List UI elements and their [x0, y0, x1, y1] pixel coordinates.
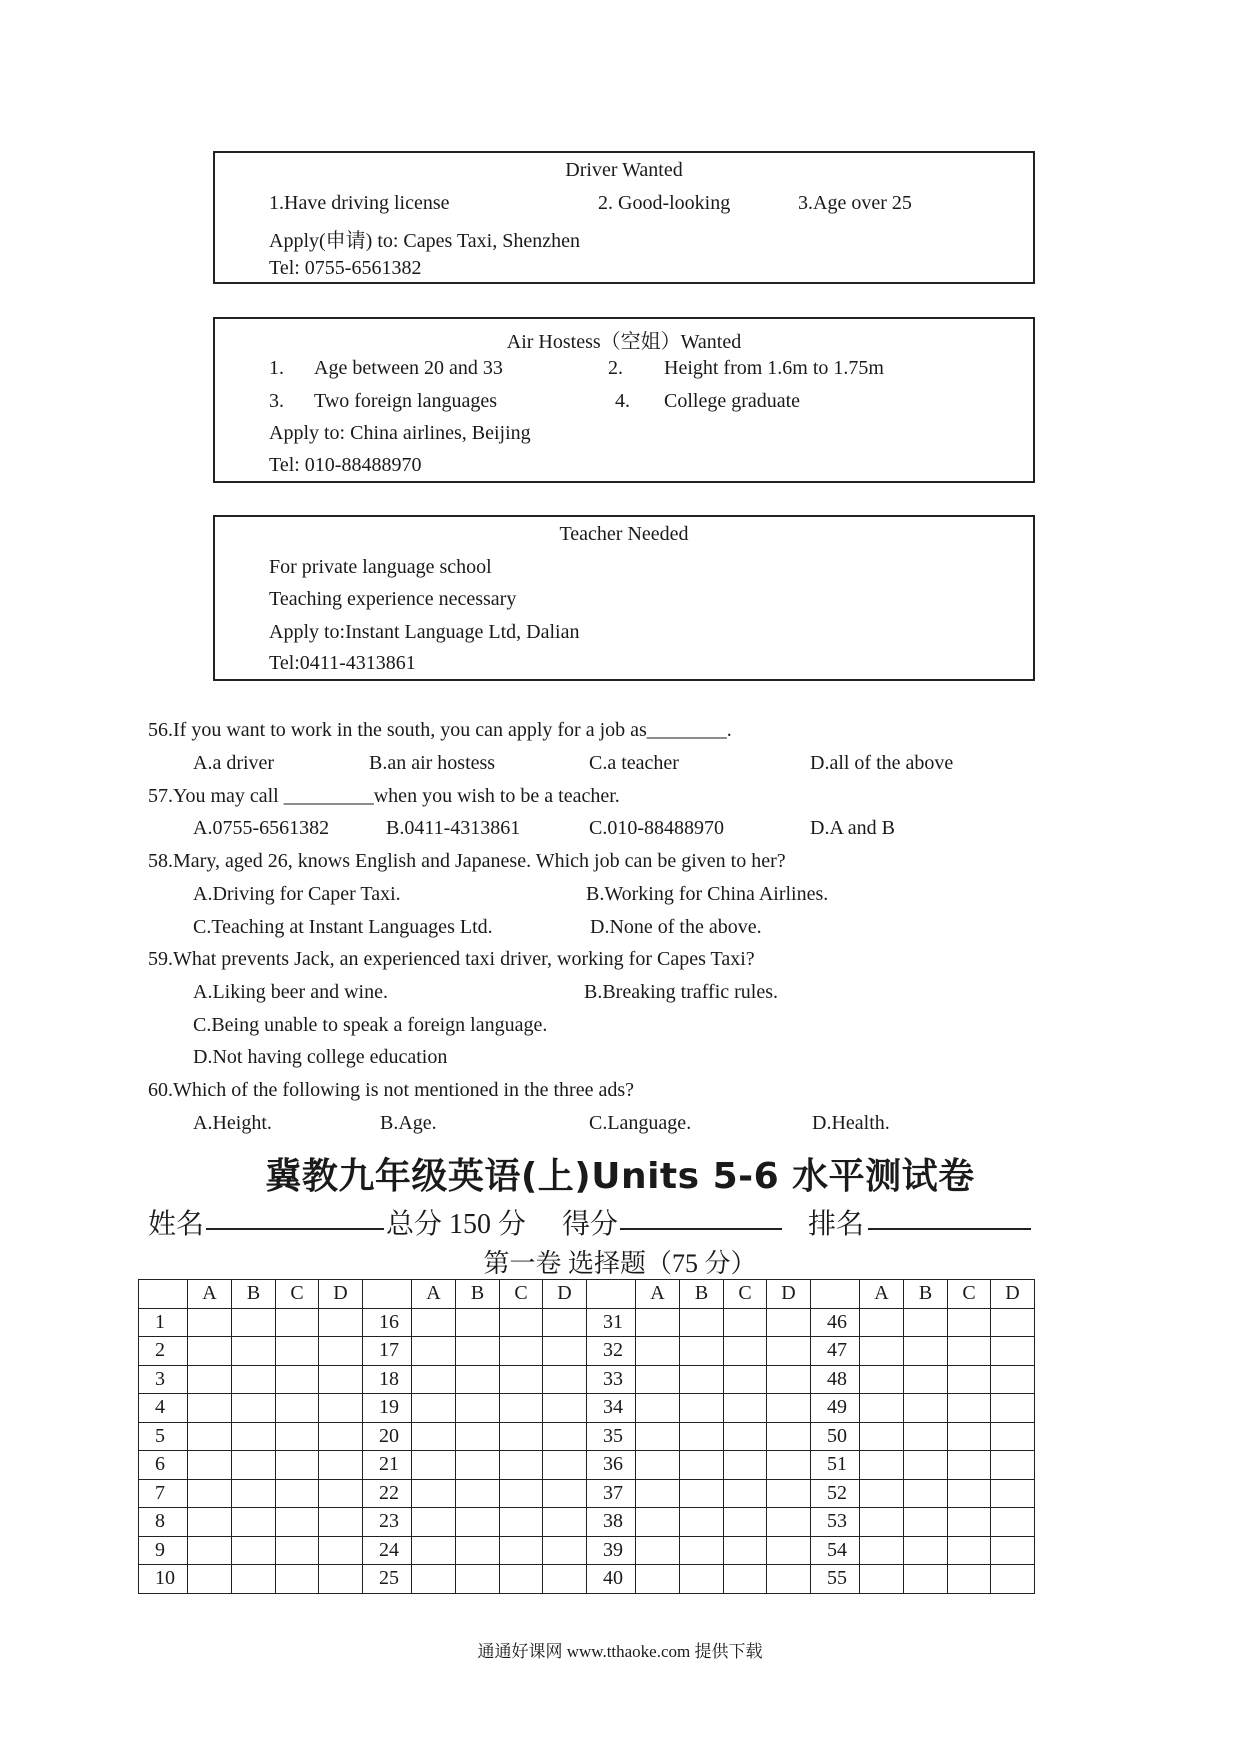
ad-teacher-needed: [213, 515, 1035, 681]
option-56-d: D.all of the above: [810, 752, 954, 774]
option-58-a: A.Driving for Caper Taxi.: [193, 883, 401, 905]
answer-cell[interactable]: [948, 1365, 991, 1394]
answer-cell[interactable]: [456, 1394, 500, 1423]
answer-cell[interactable]: [188, 1565, 232, 1594]
answer-cell[interactable]: [680, 1451, 724, 1480]
option-59-c: C.Being unable to speak a foreign language.: [193, 1014, 548, 1036]
ad-line: Tel: 010-88488970: [269, 454, 422, 476]
header-option-cell: D: [991, 1280, 1035, 1309]
header-option-cell: B: [456, 1280, 500, 1309]
question-number-cell: 24: [363, 1536, 412, 1565]
question-number-cell: 48: [811, 1365, 860, 1394]
answer-cell[interactable]: [543, 1337, 587, 1366]
option-60-b: B.Age.: [380, 1112, 437, 1134]
answer-cell[interactable]: [767, 1394, 811, 1423]
answer-cell[interactable]: [500, 1422, 543, 1451]
ad-air-hostess-wanted: [213, 317, 1035, 483]
answer-cell[interactable]: [412, 1565, 456, 1594]
answer-cell[interactable]: [319, 1508, 363, 1537]
header-option-cell: D: [319, 1280, 363, 1309]
answer-cell[interactable]: [500, 1479, 543, 1508]
answer-cell[interactable]: [860, 1422, 904, 1451]
header-number-cell: [811, 1280, 860, 1309]
answer-cell[interactable]: [860, 1308, 904, 1337]
answer-cell[interactable]: [500, 1337, 543, 1366]
answer-cell[interactable]: [724, 1308, 767, 1337]
ad-line: Tel:0411-4313861: [269, 652, 416, 674]
ad-line: Two foreign languages: [314, 390, 497, 412]
question-number-cell: 5: [139, 1422, 188, 1451]
answer-row: [139, 1565, 1035, 1594]
answer-cell[interactable]: [188, 1508, 232, 1537]
answer-cell[interactable]: [860, 1536, 904, 1565]
answer-cell[interactable]: [543, 1479, 587, 1508]
question-58: 58.Mary, aged 26, knows English and Japanese. Which job can be given to her?: [148, 850, 786, 872]
answer-cell[interactable]: [276, 1365, 319, 1394]
answer-cell[interactable]: [276, 1565, 319, 1594]
question-number-cell: 33: [587, 1365, 636, 1394]
answer-row: [139, 1536, 1035, 1565]
answer-cell[interactable]: [456, 1536, 500, 1565]
answer-cell[interactable]: [860, 1508, 904, 1537]
answer-cell[interactable]: [636, 1536, 680, 1565]
answer-cell[interactable]: [948, 1451, 991, 1480]
answer-cell[interactable]: [680, 1394, 724, 1423]
answer-cell[interactable]: [500, 1308, 543, 1337]
question-number-cell: 8: [139, 1508, 188, 1537]
answer-cell[interactable]: [991, 1337, 1035, 1366]
question-number-cell: 54: [811, 1536, 860, 1565]
answer-cell[interactable]: [500, 1451, 543, 1480]
answer-cell[interactable]: [188, 1422, 232, 1451]
option-59-d: D.Not having college education: [193, 1046, 448, 1068]
answer-cell[interactable]: [680, 1365, 724, 1394]
ad-line: 2. Good-looking: [598, 192, 731, 214]
answer-cell[interactable]: [636, 1565, 680, 1594]
score-field[interactable]: [620, 1202, 782, 1238]
question-number-cell: 46: [811, 1308, 860, 1337]
answer-cell[interactable]: [767, 1508, 811, 1537]
answer-cell[interactable]: [456, 1451, 500, 1480]
answer-cell[interactable]: [188, 1365, 232, 1394]
answer-cell[interactable]: [860, 1337, 904, 1366]
answer-cell[interactable]: [232, 1565, 276, 1594]
option-58-c: C.Teaching at Instant Languages Ltd.: [193, 916, 493, 938]
answer-cell[interactable]: [319, 1394, 363, 1423]
answer-cell[interactable]: [412, 1536, 456, 1565]
option-57-c: C.010-88488970: [589, 817, 724, 839]
header-number-cell: [139, 1280, 188, 1309]
answer-cell[interactable]: [543, 1451, 587, 1480]
answer-cell[interactable]: [724, 1337, 767, 1366]
answer-cell[interactable]: [904, 1451, 948, 1480]
answer-cell[interactable]: [456, 1479, 500, 1508]
answer-cell[interactable]: [948, 1308, 991, 1337]
answer-cell[interactable]: [232, 1337, 276, 1366]
ad-driver-wanted: [213, 151, 1035, 284]
header-number-cell: [587, 1280, 636, 1309]
ad-title: Teacher Needed: [559, 523, 689, 545]
answer-cell[interactable]: [276, 1308, 319, 1337]
option-56-c: C.a teacher: [589, 752, 679, 774]
option-57-a: A.0755-6561382: [193, 817, 330, 839]
answer-cell[interactable]: [860, 1479, 904, 1508]
answer-cell[interactable]: [319, 1308, 363, 1337]
header-option-cell: C: [948, 1280, 991, 1309]
header-number-cell: [363, 1280, 412, 1309]
answer-cell[interactable]: [991, 1479, 1035, 1508]
ad-line: Teaching experience necessary: [269, 588, 517, 610]
footer-note: 通通好课网 www.tthaoke.com 提供下载: [477, 1642, 763, 1661]
question-number-cell: 51: [811, 1451, 860, 1480]
answer-cell[interactable]: [500, 1394, 543, 1423]
answer-cell[interactable]: [724, 1451, 767, 1480]
option-60-d: D.Health.: [812, 1112, 890, 1134]
answer-cell[interactable]: [991, 1451, 1035, 1480]
answer-cell[interactable]: [456, 1337, 500, 1366]
question-number-cell: 4: [139, 1394, 188, 1423]
answer-cell[interactable]: [680, 1479, 724, 1508]
header-option-cell: C: [276, 1280, 319, 1309]
answer-cell[interactable]: [724, 1422, 767, 1451]
answer-cell[interactable]: [319, 1422, 363, 1451]
answer-cell[interactable]: [767, 1565, 811, 1594]
answer-cell[interactable]: [767, 1337, 811, 1366]
answer-cell[interactable]: [412, 1337, 456, 1366]
answer-cell[interactable]: [500, 1536, 543, 1565]
header-option-cell: A: [188, 1280, 232, 1309]
answer-cell[interactable]: [636, 1365, 680, 1394]
answer-cell[interactable]: [543, 1308, 587, 1337]
answer-cell[interactable]: [232, 1451, 276, 1480]
question-number-cell: 16: [363, 1308, 412, 1337]
ad-line: Apply to: China airlines, Beijing: [269, 422, 531, 444]
answer-cell[interactable]: [767, 1479, 811, 1508]
answer-cell[interactable]: [991, 1365, 1035, 1394]
answer-cell[interactable]: [948, 1508, 991, 1537]
answer-cell[interactable]: [456, 1365, 500, 1394]
ad-line: Tel: 0755-6561382: [269, 257, 422, 279]
option-59-a: A.Liking beer and wine.: [193, 981, 388, 1003]
answer-cell[interactable]: [543, 1508, 587, 1537]
answer-cell[interactable]: [680, 1422, 724, 1451]
ad-line: Height from 1.6m to 1.75m: [664, 357, 884, 379]
question-57: 57.You may call _________when you wish to be a teacher.: [148, 785, 620, 807]
answer-cell[interactable]: [724, 1508, 767, 1537]
question-59: 59.What prevents Jack, an experienced taxi driver, working for Capes Taxi?: [148, 948, 755, 970]
answer-cell[interactable]: [991, 1508, 1035, 1537]
answer-cell[interactable]: [543, 1394, 587, 1423]
question-number-cell: 50: [811, 1422, 860, 1451]
answer-cell[interactable]: [767, 1536, 811, 1565]
answer-row: [139, 1394, 1035, 1423]
option-57-b: B.0411-4313861: [386, 817, 521, 839]
answer-cell[interactable]: [904, 1308, 948, 1337]
answer-cell[interactable]: [188, 1451, 232, 1480]
question-number-cell: 19: [363, 1394, 412, 1423]
header-option-cell: D: [543, 1280, 587, 1309]
option-59-b: B.Breaking traffic rules.: [584, 981, 779, 1003]
question-number-cell: 22: [363, 1479, 412, 1508]
answer-cell[interactable]: [904, 1479, 948, 1508]
question-number-cell: 7: [139, 1479, 188, 1508]
answer-cell[interactable]: [543, 1536, 587, 1565]
answer-cell[interactable]: [948, 1394, 991, 1423]
answer-cell[interactable]: [767, 1422, 811, 1451]
answer-cell[interactable]: [319, 1536, 363, 1565]
answer-cell[interactable]: [232, 1308, 276, 1337]
total-score-label: 总分 150 分: [386, 1209, 527, 1240]
question-number-cell: 39: [587, 1536, 636, 1565]
answer-cell[interactable]: [904, 1536, 948, 1565]
question-number-cell: 53: [811, 1508, 860, 1537]
answer-cell[interactable]: [991, 1308, 1035, 1337]
answer-cell[interactable]: [276, 1451, 319, 1480]
answer-cell[interactable]: [860, 1394, 904, 1423]
answer-cell[interactable]: [636, 1422, 680, 1451]
answer-cell[interactable]: [680, 1508, 724, 1537]
answer-row: [139, 1422, 1035, 1451]
answer-cell[interactable]: [276, 1394, 319, 1423]
ad-line: College graduate: [664, 390, 801, 412]
option-60-c: C.Language.: [589, 1112, 692, 1134]
answer-cell[interactable]: [412, 1508, 456, 1537]
question-number-cell: 20: [363, 1422, 412, 1451]
question-number-cell: 18: [363, 1365, 412, 1394]
score-label: 得分: [562, 1209, 619, 1240]
question-number-cell: 55: [811, 1565, 860, 1594]
answer-cell[interactable]: [456, 1422, 500, 1451]
answer-cell[interactable]: [412, 1451, 456, 1480]
option-56-a: A.a driver: [193, 752, 275, 774]
question-60: 60.Which of the following is not mentioned in the three ads?: [148, 1079, 634, 1101]
ad-line: For private language school: [269, 556, 492, 578]
answer-cell[interactable]: [188, 1337, 232, 1366]
section-label: 第一卷 选择题（75 分）: [483, 1249, 757, 1278]
answer-cell[interactable]: [319, 1451, 363, 1480]
answer-cell[interactable]: [724, 1479, 767, 1508]
answer-cell[interactable]: [543, 1422, 587, 1451]
ad-title: Driver Wanted: [565, 159, 683, 181]
answer-cell[interactable]: [412, 1394, 456, 1423]
ad-line: 1.: [269, 357, 284, 379]
answer-cell[interactable]: [991, 1422, 1035, 1451]
question-number-cell: 49: [811, 1394, 860, 1423]
rank-label: 排名: [808, 1209, 865, 1240]
answer-row: [139, 1365, 1035, 1394]
question-number-cell: 40: [587, 1565, 636, 1594]
option-58-d: D.None of the above.: [590, 916, 762, 938]
answer-cell[interactable]: [680, 1337, 724, 1366]
option-60-a: A.Height.: [193, 1112, 272, 1134]
answer-cell[interactable]: [767, 1451, 811, 1480]
question-number-cell: 1: [139, 1308, 188, 1337]
answer-cell[interactable]: [948, 1422, 991, 1451]
header-option-cell: B: [904, 1280, 948, 1309]
answer-cell[interactable]: [904, 1508, 948, 1537]
answer-cell[interactable]: [680, 1536, 724, 1565]
ad-title: Air Hostess（空姐）Wanted: [506, 331, 742, 353]
question-number-cell: 47: [811, 1337, 860, 1366]
question-number-cell: 37: [587, 1479, 636, 1508]
answer-cell[interactable]: [319, 1565, 363, 1594]
answer-cell[interactable]: [860, 1451, 904, 1480]
answer-cell[interactable]: [991, 1565, 1035, 1594]
option-56-b: B.an air hostess: [369, 752, 496, 774]
answer-cell[interactable]: [188, 1479, 232, 1508]
answer-cell[interactable]: [948, 1565, 991, 1594]
answer-cell[interactable]: [319, 1337, 363, 1366]
answer-cell[interactable]: [276, 1479, 319, 1508]
question-number-cell: 38: [587, 1508, 636, 1537]
answer-cell[interactable]: [188, 1536, 232, 1565]
answer-cell[interactable]: [456, 1565, 500, 1594]
question-number-cell: 21: [363, 1451, 412, 1480]
answer-cell[interactable]: [500, 1565, 543, 1594]
ad-line: 1.Have driving license: [269, 192, 450, 214]
ad-line: 4.: [615, 390, 630, 412]
answer-cell[interactable]: [276, 1422, 319, 1451]
question-number-cell: 10: [139, 1565, 188, 1594]
question-number-cell: 2: [139, 1337, 188, 1366]
answer-cell[interactable]: [412, 1365, 456, 1394]
answer-cell[interactable]: [188, 1394, 232, 1423]
answer-cell[interactable]: [680, 1308, 724, 1337]
answer-cell[interactable]: [232, 1536, 276, 1565]
question-number-cell: 9: [139, 1536, 188, 1565]
answer-cell[interactable]: [767, 1308, 811, 1337]
name-label: 姓名: [148, 1209, 205, 1240]
answer-cell[interactable]: [724, 1394, 767, 1423]
question-number-cell: 52: [811, 1479, 860, 1508]
answer-cell[interactable]: [991, 1394, 1035, 1423]
header-option-cell: C: [724, 1280, 767, 1309]
answer-cell[interactable]: [319, 1479, 363, 1508]
answer-cell[interactable]: [412, 1308, 456, 1337]
ad-line: Apply(申请) to: Capes Taxi, Shenzhen: [269, 230, 580, 252]
question-56: 56.If you want to work in the south, you can apply for a job as________.: [148, 719, 732, 741]
answer-cell[interactable]: [636, 1394, 680, 1423]
answer-cell[interactable]: [991, 1536, 1035, 1565]
ad-line: 2.: [608, 357, 623, 379]
answer-cell[interactable]: [188, 1308, 232, 1337]
answer-cell[interactable]: [232, 1422, 276, 1451]
answer-cell[interactable]: [948, 1337, 991, 1366]
question-number-cell: 3: [139, 1365, 188, 1394]
answer-cell[interactable]: [904, 1365, 948, 1394]
answer-cell[interactable]: [904, 1394, 948, 1423]
header-option-cell: A: [412, 1280, 456, 1309]
header-option-cell: C: [500, 1280, 543, 1309]
answer-cell[interactable]: [636, 1308, 680, 1337]
answer-cell[interactable]: [636, 1337, 680, 1366]
ad-line: 3.Age over 25: [798, 192, 912, 214]
answer-cell[interactable]: [276, 1337, 319, 1366]
header-option-cell: B: [232, 1280, 276, 1309]
exam-title: 冀教九年级英语(上)Units 5-6 水平测试卷: [265, 1156, 975, 1197]
answer-row: [139, 1337, 1035, 1366]
answer-cell[interactable]: [232, 1479, 276, 1508]
header-option-cell: A: [860, 1280, 904, 1309]
answer-cell[interactable]: [543, 1565, 587, 1594]
answer-row: [139, 1479, 1035, 1508]
answer-cell[interactable]: [680, 1565, 724, 1594]
answer-cell[interactable]: [636, 1451, 680, 1480]
question-number-cell: 25: [363, 1565, 412, 1594]
rank-field[interactable]: [868, 1202, 1031, 1238]
answer-header-row: [139, 1280, 1035, 1309]
answer-cell[interactable]: [860, 1365, 904, 1394]
question-number-cell: 36: [587, 1451, 636, 1480]
question-number-cell: 17: [363, 1337, 412, 1366]
question-number-cell: 6: [139, 1451, 188, 1480]
answer-cell[interactable]: [276, 1536, 319, 1565]
answer-cell[interactable]: [232, 1365, 276, 1394]
header-option-cell: A: [636, 1280, 680, 1309]
question-number-cell: 32: [587, 1337, 636, 1366]
answer-cell[interactable]: [904, 1565, 948, 1594]
answer-cell[interactable]: [232, 1394, 276, 1423]
ad-line: Apply to:Instant Language Ltd, Dalian: [269, 621, 580, 643]
answer-cell[interactable]: [860, 1565, 904, 1594]
question-number-cell: 31: [587, 1308, 636, 1337]
answer-cell[interactable]: [412, 1479, 456, 1508]
answer-cell[interactable]: [636, 1508, 680, 1537]
answer-row: [139, 1308, 1035, 1337]
answer-row: [139, 1451, 1035, 1480]
question-number-cell: 35: [587, 1422, 636, 1451]
ad-line: Age between 20 and 33: [314, 357, 503, 379]
answer-cell[interactable]: [767, 1365, 811, 1394]
option-57-d: D.A and B: [810, 817, 895, 839]
answer-cell[interactable]: [276, 1508, 319, 1537]
answer-sheet-table: [138, 1279, 1035, 1594]
answer-cell[interactable]: [543, 1365, 587, 1394]
answer-cell[interactable]: [724, 1565, 767, 1594]
answer-cell[interactable]: [904, 1422, 948, 1451]
answer-cell[interactable]: [456, 1508, 500, 1537]
question-number-cell: 34: [587, 1394, 636, 1423]
question-number-cell: 23: [363, 1508, 412, 1537]
answer-cell[interactable]: [724, 1365, 767, 1394]
answer-cell[interactable]: [500, 1365, 543, 1394]
name-field[interactable]: [206, 1202, 384, 1238]
answer-row: [139, 1508, 1035, 1537]
answer-cell[interactable]: [948, 1536, 991, 1565]
answer-cell[interactable]: [636, 1479, 680, 1508]
header-option-cell: B: [680, 1280, 724, 1309]
answer-cell[interactable]: [319, 1365, 363, 1394]
answer-cell[interactable]: [724, 1536, 767, 1565]
answer-cell[interactable]: [456, 1308, 500, 1337]
answer-cell[interactable]: [412, 1422, 456, 1451]
ad-line: 3.: [269, 390, 284, 412]
answer-cell[interactable]: [232, 1508, 276, 1537]
header-option-cell: D: [767, 1280, 811, 1309]
answer-cell[interactable]: [948, 1479, 991, 1508]
option-58-b: B.Working for China Airlines.: [586, 883, 829, 905]
answer-cell[interactable]: [904, 1337, 948, 1366]
answer-cell[interactable]: [500, 1508, 543, 1537]
